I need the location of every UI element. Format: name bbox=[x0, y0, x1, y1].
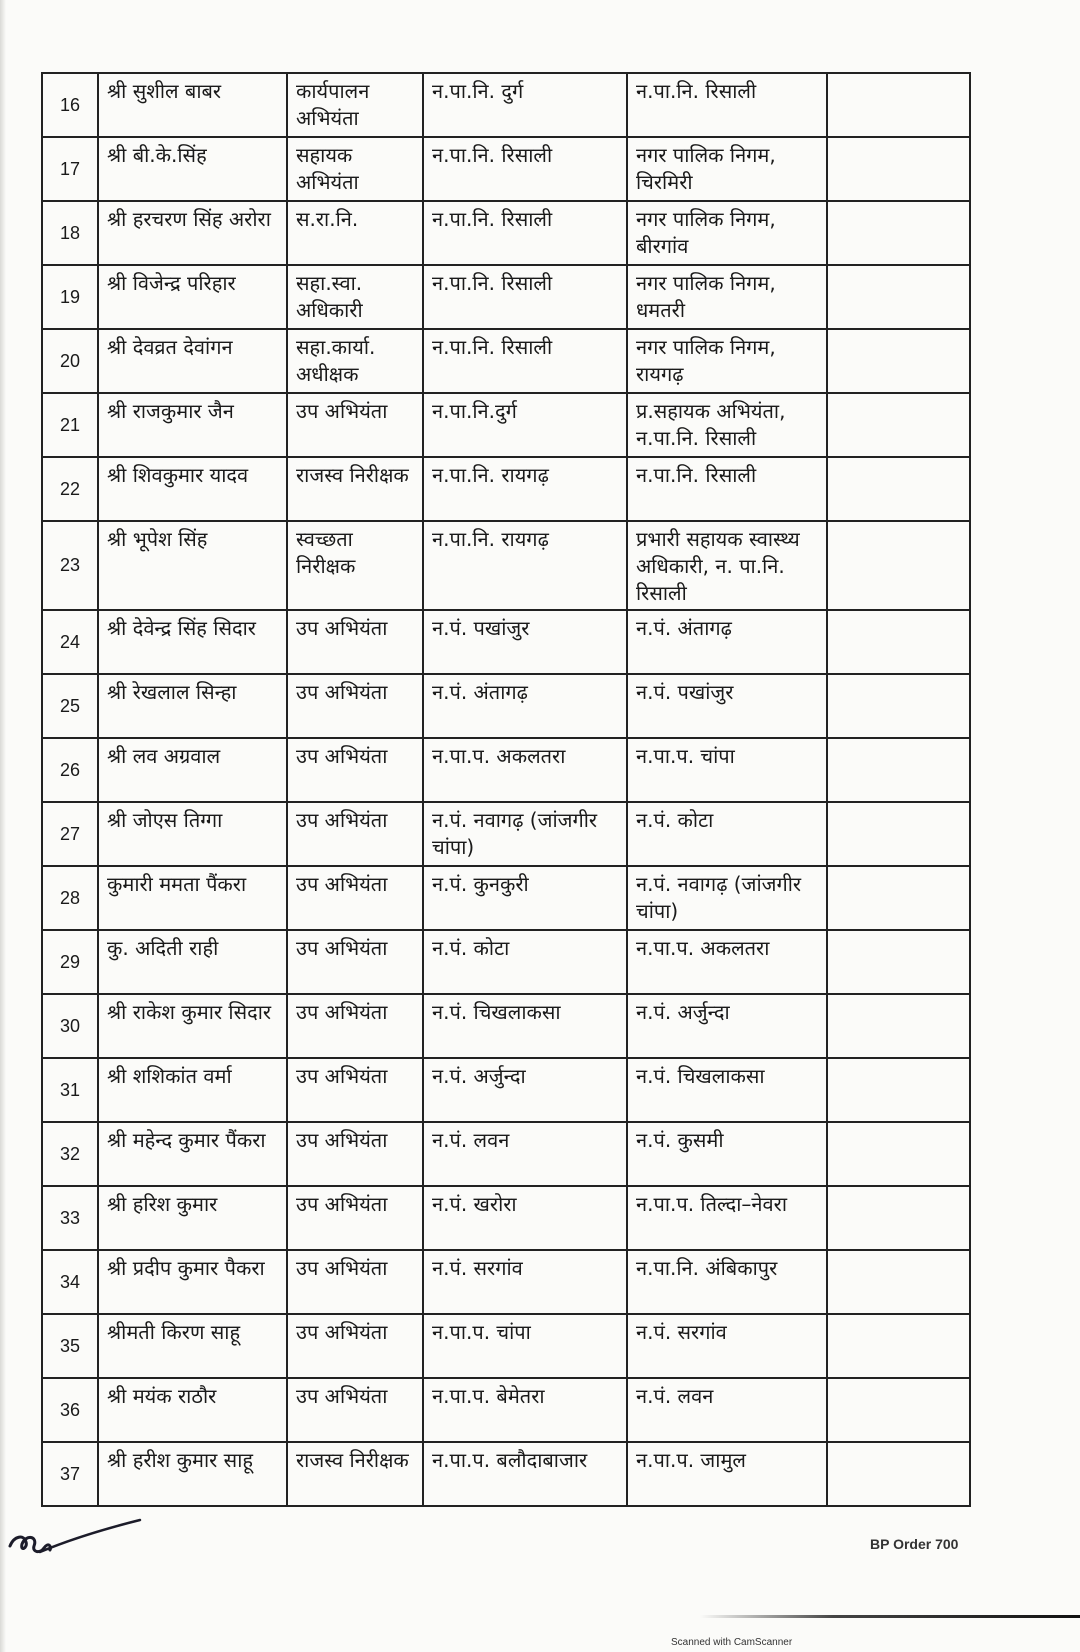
current-posting: न.पं. खरोरा bbox=[423, 1186, 627, 1250]
designation: उप अभियंता bbox=[287, 1250, 423, 1314]
designation: उप अभियंता bbox=[287, 738, 423, 802]
employee-name: श्री महेन्द कुमार पैंकरा bbox=[98, 1122, 287, 1186]
new-posting: न.पा.नि. रिसाली bbox=[627, 457, 827, 521]
current-posting: न.पं. पखांजुर bbox=[423, 610, 627, 674]
designation: राजस्व निरीक्षक bbox=[287, 1442, 423, 1506]
employee-name: श्री राकेश कुमार सिदार bbox=[98, 994, 287, 1058]
table-row bbox=[42, 201, 970, 265]
table-row bbox=[42, 521, 970, 610]
serial-number: 21 bbox=[42, 393, 98, 457]
designation: स्वच्छता निरीक्षक bbox=[287, 521, 423, 610]
table-row bbox=[42, 265, 970, 329]
employee-name: श्री भूपेश सिंह bbox=[98, 521, 287, 610]
table-row bbox=[42, 73, 970, 137]
serial-number: 22 bbox=[42, 457, 98, 521]
employee-name: कु. अदिती राही bbox=[98, 930, 287, 994]
employee-name: श्री रेखलाल सिन्हा bbox=[98, 674, 287, 738]
current-posting: न.पा.नि. रायगढ़ bbox=[423, 457, 627, 521]
employee-name: श्री मयंक राठौर bbox=[98, 1378, 287, 1442]
remark-cell bbox=[827, 802, 970, 866]
serial-number: 24 bbox=[42, 610, 98, 674]
employee-name: श्री हरीश कुमार साहू bbox=[98, 1442, 287, 1506]
scanner-edge-line bbox=[700, 1615, 1080, 1618]
serial-number: 18 bbox=[42, 201, 98, 265]
remark-cell bbox=[827, 137, 970, 201]
designation: उप अभियंता bbox=[287, 994, 423, 1058]
serial-number: 29 bbox=[42, 930, 98, 994]
order-reference: BP Order 700 bbox=[870, 1536, 959, 1552]
table-row bbox=[42, 1122, 970, 1186]
new-posting: न.पा.नि. रिसाली bbox=[627, 73, 827, 137]
serial-number: 25 bbox=[42, 674, 98, 738]
new-posting: नगर पालिक निगम, बीरगांव bbox=[627, 201, 827, 265]
serial-number: 35 bbox=[42, 1314, 98, 1378]
serial-number: 30 bbox=[42, 994, 98, 1058]
table-row bbox=[42, 610, 970, 674]
transfer-list-table bbox=[41, 72, 971, 1507]
current-posting: न.पा.नि. रिसाली bbox=[423, 137, 627, 201]
serial-number: 16 bbox=[42, 73, 98, 137]
new-posting: न.पं. चिखलाकसा bbox=[627, 1058, 827, 1122]
current-posting: न.पं. सरगांव bbox=[423, 1250, 627, 1314]
new-posting: न.पं. कोटा bbox=[627, 802, 827, 866]
new-posting: प्रभारी सहायक स्वास्थ्य अधिकारी, न. पा.नि. रिसाली bbox=[627, 521, 827, 610]
remark-cell bbox=[827, 674, 970, 738]
signature-mark bbox=[4, 1508, 144, 1568]
new-posting: न.पा.नि. अंबिकापुर bbox=[627, 1250, 827, 1314]
table-row bbox=[42, 393, 970, 457]
remark-cell bbox=[827, 1314, 970, 1378]
serial-number: 31 bbox=[42, 1058, 98, 1122]
employee-name: श्री लव अग्रवाल bbox=[98, 738, 287, 802]
current-posting: न.पं. कुनकुरी bbox=[423, 866, 627, 930]
current-posting: न.पा.नि. रायगढ़ bbox=[423, 521, 627, 610]
new-posting: नगर पालिक निगम, धमतरी bbox=[627, 265, 827, 329]
table-row bbox=[42, 1314, 970, 1378]
table-row bbox=[42, 137, 970, 201]
employee-name: श्रीमती किरण साहू bbox=[98, 1314, 287, 1378]
table-row bbox=[42, 1058, 970, 1122]
remark-cell bbox=[827, 930, 970, 994]
new-posting: न.पा.प. तिल्दा–नेवरा bbox=[627, 1186, 827, 1250]
remark-cell bbox=[827, 201, 970, 265]
table-row bbox=[42, 802, 970, 866]
table-row bbox=[42, 1442, 970, 1506]
designation: उप अभियंता bbox=[287, 1122, 423, 1186]
table-row bbox=[42, 1186, 970, 1250]
employee-name: श्री शिवकुमार यादव bbox=[98, 457, 287, 521]
current-posting: न.पा.नि. रिसाली bbox=[423, 201, 627, 265]
new-posting: न.पं. नवागढ़ (जांजगीर चांपा) bbox=[627, 866, 827, 930]
serial-number: 27 bbox=[42, 802, 98, 866]
new-posting: न.पं. सरगांव bbox=[627, 1314, 827, 1378]
remark-cell bbox=[827, 329, 970, 393]
table-row bbox=[42, 994, 970, 1058]
current-posting: न.पा.नि. रिसाली bbox=[423, 329, 627, 393]
remark-cell bbox=[827, 610, 970, 674]
new-posting: नगर पालिक निगम, रायगढ़ bbox=[627, 329, 827, 393]
table-row bbox=[42, 457, 970, 521]
new-posting: न.पं. पखांजुर bbox=[627, 674, 827, 738]
serial-number: 33 bbox=[42, 1186, 98, 1250]
current-posting: न.पं. चिखलाकसा bbox=[423, 994, 627, 1058]
current-posting: न.पा.नि.दुर्ग bbox=[423, 393, 627, 457]
employee-name: श्री हरिश कुमार bbox=[98, 1186, 287, 1250]
table-row bbox=[42, 674, 970, 738]
serial-number: 28 bbox=[42, 866, 98, 930]
current-posting: न.पा.प. अकलतरा bbox=[423, 738, 627, 802]
employee-name: कुमारी ममता पैंकरा bbox=[98, 866, 287, 930]
table-row bbox=[42, 930, 970, 994]
employee-name: श्री प्रदीप कुमार पैकरा bbox=[98, 1250, 287, 1314]
employee-name: श्री जोएस तिग्गा bbox=[98, 802, 287, 866]
remark-cell bbox=[827, 866, 970, 930]
remark-cell bbox=[827, 1250, 970, 1314]
employee-name: श्री देवेन्द्र सिंह सिदार bbox=[98, 610, 287, 674]
remark-cell bbox=[827, 73, 970, 137]
employee-name: श्री राजकुमार जैन bbox=[98, 393, 287, 457]
new-posting: न.पा.प. चांपा bbox=[627, 738, 827, 802]
serial-number: 36 bbox=[42, 1378, 98, 1442]
new-posting: न.पा.प. अकलतरा bbox=[627, 930, 827, 994]
employee-name: श्री विजेन्द्र परिहार bbox=[98, 265, 287, 329]
serial-number: 26 bbox=[42, 738, 98, 802]
table-row bbox=[42, 1378, 970, 1442]
table-row bbox=[42, 866, 970, 930]
transfer-list-body bbox=[42, 73, 970, 1506]
designation: उप अभियंता bbox=[287, 674, 423, 738]
new-posting: न.पं. अंतागढ़ bbox=[627, 610, 827, 674]
designation: कार्यपालन अभियंता bbox=[287, 73, 423, 137]
serial-number: 17 bbox=[42, 137, 98, 201]
serial-number: 34 bbox=[42, 1250, 98, 1314]
designation: उप अभियंता bbox=[287, 866, 423, 930]
serial-number: 20 bbox=[42, 329, 98, 393]
remark-cell bbox=[827, 1058, 970, 1122]
new-posting: न.पा.प. जामुल bbox=[627, 1442, 827, 1506]
remark-cell bbox=[827, 393, 970, 457]
remark-cell bbox=[827, 994, 970, 1058]
designation: स.रा.नि. bbox=[287, 201, 423, 265]
remark-cell bbox=[827, 1442, 970, 1506]
designation: उप अभियंता bbox=[287, 1314, 423, 1378]
new-posting: न.पं. लवन bbox=[627, 1378, 827, 1442]
designation: राजस्व निरीक्षक bbox=[287, 457, 423, 521]
serial-number: 37 bbox=[42, 1442, 98, 1506]
current-posting: न.पं. अर्जुन्दा bbox=[423, 1058, 627, 1122]
remark-cell bbox=[827, 738, 970, 802]
current-posting: न.पं. अंतागढ़ bbox=[423, 674, 627, 738]
remark-cell bbox=[827, 521, 970, 610]
employee-name: श्री सुशील बाबर bbox=[98, 73, 287, 137]
scanner-watermark: Scanned with CamScanner bbox=[671, 1637, 793, 1648]
designation: उप अभियंता bbox=[287, 610, 423, 674]
serial-number: 32 bbox=[42, 1122, 98, 1186]
current-posting: न.पा.नि. दुर्ग bbox=[423, 73, 627, 137]
designation: उप अभियंता bbox=[287, 1058, 423, 1122]
designation: उप अभियंता bbox=[287, 1378, 423, 1442]
designation: उप अभियंता bbox=[287, 1186, 423, 1250]
remark-cell bbox=[827, 1378, 970, 1442]
page-left-edge-shadow bbox=[0, 0, 6, 1652]
designation: उप अभियंता bbox=[287, 393, 423, 457]
remark-cell bbox=[827, 1122, 970, 1186]
designation: सहा.स्वा. अधिकारी bbox=[287, 265, 423, 329]
employee-name: श्री हरचरण सिंह अरोरा bbox=[98, 201, 287, 265]
current-posting: न.पं. लवन bbox=[423, 1122, 627, 1186]
new-posting: नगर पालिक निगम, चिरमिरी bbox=[627, 137, 827, 201]
designation: उप अभियंता bbox=[287, 930, 423, 994]
serial-number: 19 bbox=[42, 265, 98, 329]
table-row bbox=[42, 329, 970, 393]
remark-cell bbox=[827, 265, 970, 329]
table-row bbox=[42, 1250, 970, 1314]
employee-name: श्री देवव्रत देवांगन bbox=[98, 329, 287, 393]
current-posting: न.पा.प. बलौदाबाजार bbox=[423, 1442, 627, 1506]
current-posting: न.पं. नवागढ़ (जांजगीर चांपा) bbox=[423, 802, 627, 866]
current-posting: न.पा.नि. रिसाली bbox=[423, 265, 627, 329]
employee-name: श्री बी.के.सिंह bbox=[98, 137, 287, 201]
remark-cell bbox=[827, 1186, 970, 1250]
designation: सहा.कार्या. अधीक्षक bbox=[287, 329, 423, 393]
designation: उप अभियंता bbox=[287, 802, 423, 866]
current-posting: न.पा.प. चांपा bbox=[423, 1314, 627, 1378]
employee-name: श्री शशिकांत वर्मा bbox=[98, 1058, 287, 1122]
serial-number: 23 bbox=[42, 521, 98, 610]
new-posting: न.पं. कुसमी bbox=[627, 1122, 827, 1186]
current-posting: न.पा.प. बेमेतरा bbox=[423, 1378, 627, 1442]
remark-cell bbox=[827, 457, 970, 521]
designation: सहायक अभियंता bbox=[287, 137, 423, 201]
new-posting: न.पं. अर्जुन्दा bbox=[627, 994, 827, 1058]
current-posting: न.पं. कोटा bbox=[423, 930, 627, 994]
table-row bbox=[42, 738, 970, 802]
new-posting: प्र.सहायक अभियंता, न.पा.नि. रिसाली bbox=[627, 393, 827, 457]
